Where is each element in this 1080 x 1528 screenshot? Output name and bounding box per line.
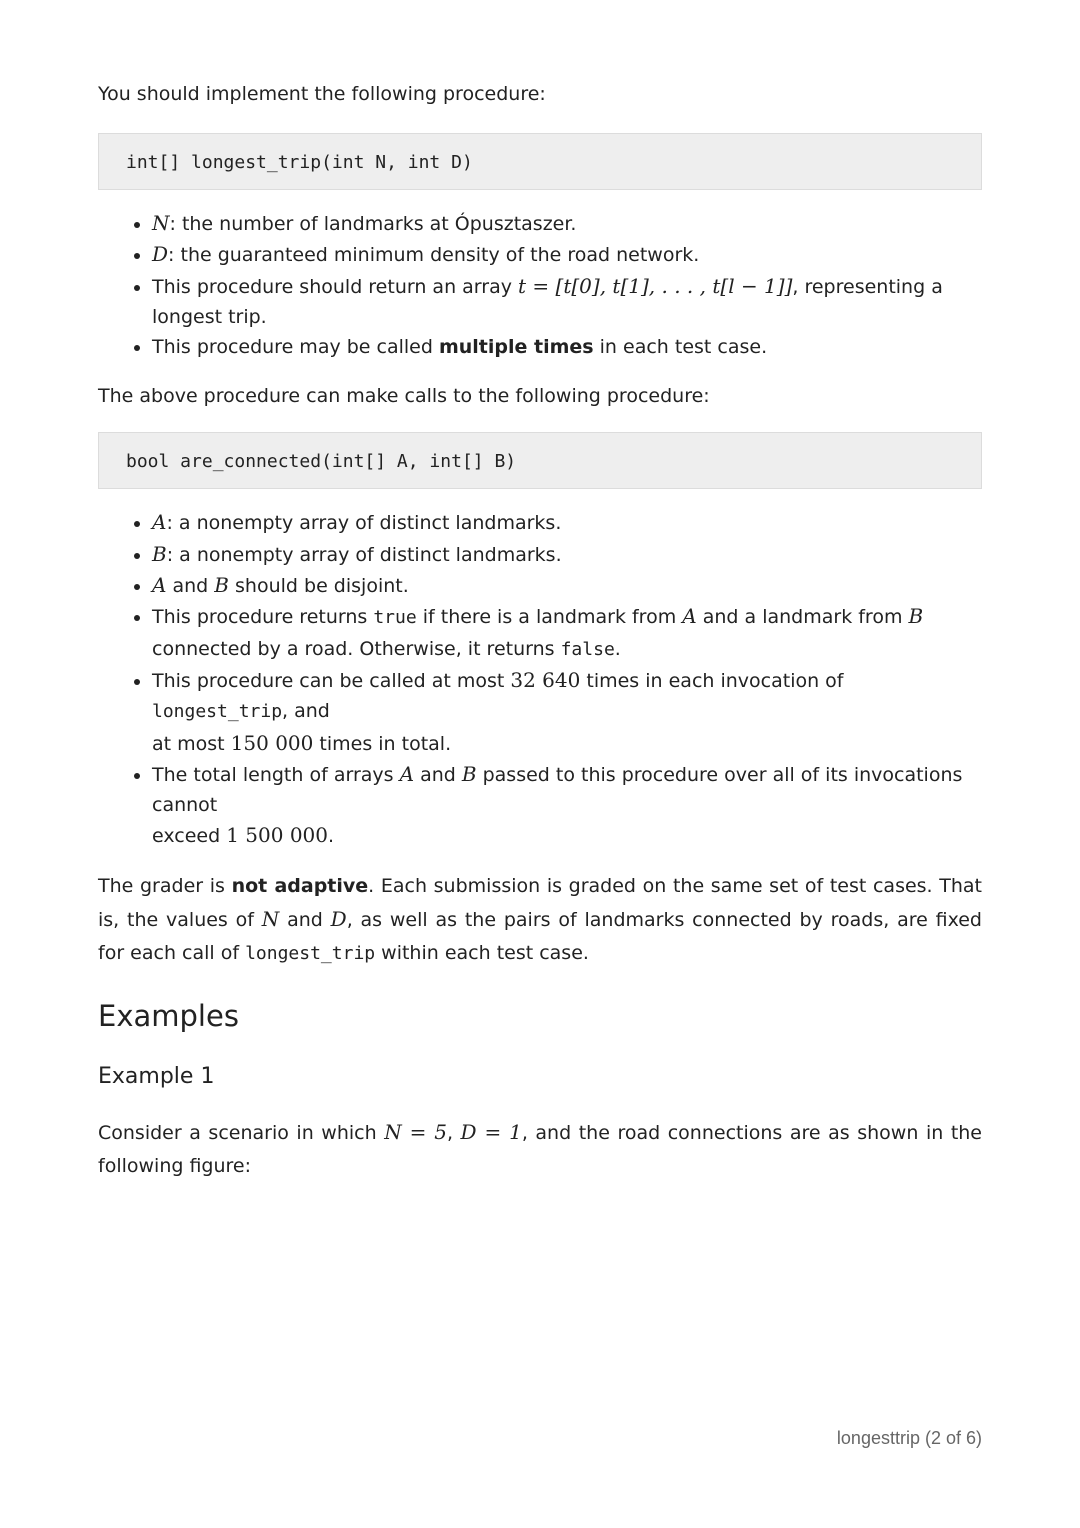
longest-trip-signature: int[] longest_trip(int N, int D)	[98, 133, 982, 190]
param-d-item: • D: the guaranteed minimum density of the road network.	[152, 239, 982, 270]
longest-trip-params-list	[98, 208, 982, 362]
call-limit-item: • This procedure can be called at most 32 640 times in each invocation of longest_trip, and at most 150 000 times in total.	[152, 665, 982, 759]
page-content	[98, 78, 982, 1183]
param-n-item: • N: the number of landmarks at Ópusztaszer.	[152, 208, 982, 239]
page-footer: longesttrip (2 of 6)	[836, 1428, 982, 1448]
example1-heading: Example 1	[98, 1063, 215, 1089]
intro2-paragraph: The above procedure can make calls to the following procedure:	[98, 385, 710, 408]
grader-paragraph: The grader is not adaptive. Each submission is graded on the same set of test cases. That is, the values of N and D, as well as the pairs of landmarks connected by roads, are fixed for each call of longest_trip within each test case.	[98, 874, 982, 964]
return-array-math: t = [t[0], t[1], . . . , t[l − 1]]	[518, 273, 793, 298]
return-item: • This procedure should return an array t = [t[0], t[1], . . . , t[l − 1]], representing a longest trip.	[152, 271, 982, 333]
param-b-item: • B: a nonempty array of distinct landmarks.	[152, 539, 982, 570]
are-connected-signature: bool are_connected(int[] A, int[] B)	[98, 432, 982, 489]
returns-item: • This procedure returns true if there is a landmark from A and a landmark from B connected by a road. Otherwise, it returns false.	[152, 601, 982, 665]
examples-heading: Examples	[98, 998, 239, 1033]
param-a-item: • A: a nonempty array of distinct landmarks.	[152, 507, 982, 538]
are-connected-params-list	[98, 507, 982, 851]
disjoint-item: • A and B should be disjoint.	[152, 570, 982, 601]
example1-paragraph: Consider a scenario in which N = 5, D = 1, and the road connections are as shown in the following figure:	[98, 1119, 982, 1177]
multiple-calls-item: • This procedure may be called multiple times in each test case.	[152, 332, 982, 362]
intro-paragraph: You should implement the following procedure:	[98, 83, 546, 105]
total-length-item: • The total length of arrays A and B passed to this procedure over all of its invocations cannot exceed 1 500 000.	[152, 759, 982, 852]
